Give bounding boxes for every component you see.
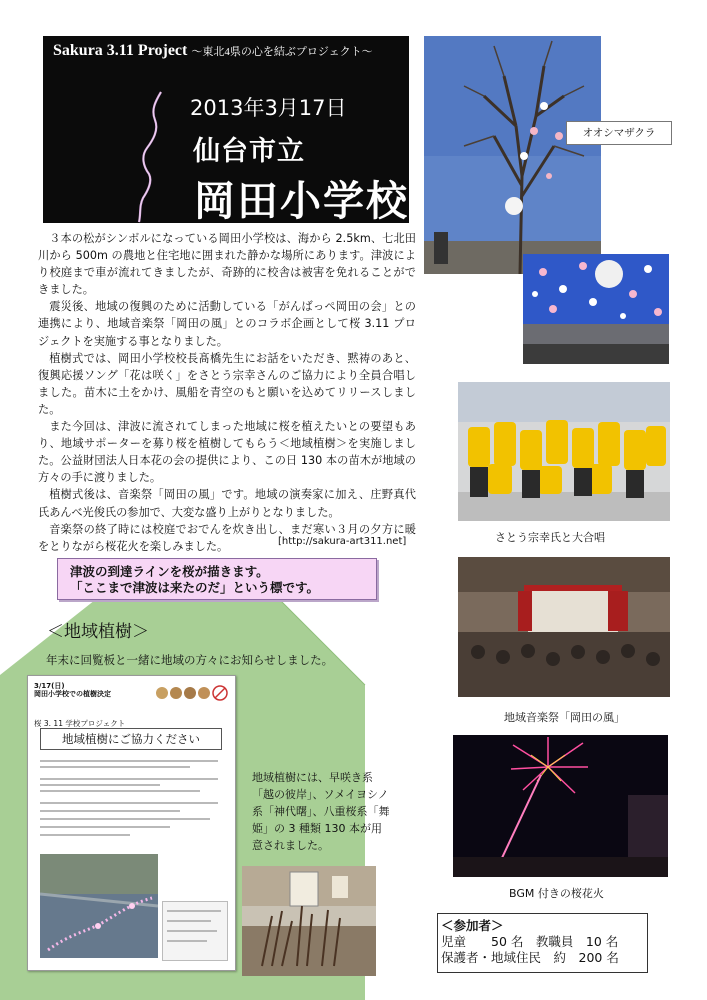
school-name: 岡田小学校 xyxy=(194,177,409,223)
flyer-text-line xyxy=(40,826,170,828)
flyer-image xyxy=(27,675,236,971)
seedlings-photo xyxy=(242,866,376,976)
article-paragraph: 音楽祭の終了時には校庭でおでんを炊き出し、まだ寒い３月の夕方に暖をとりながら桜花火を楽しみました。 xyxy=(38,522,416,553)
title-banner xyxy=(43,36,409,223)
participants-box xyxy=(437,913,648,973)
oshima-label: オオシマザクラ xyxy=(566,121,672,145)
fireworks-graphic xyxy=(453,735,668,877)
tsunami-note-line: 「ここまで津波は来たのだ」という標です。 xyxy=(70,580,320,595)
tree-balloons-graphic xyxy=(424,36,601,274)
balloon-release-photo xyxy=(523,254,669,364)
tsunami-note-line: 津波の到達ラインを桜が描きます。 xyxy=(70,564,269,579)
flyer-logo xyxy=(154,682,230,704)
flyer-text-line xyxy=(40,784,160,786)
flyer-date-line: 3/17(日) xyxy=(34,682,65,690)
article-paragraph: ３本の松がシンボルになっている岡田小学校は、海から 2.5km、七北田川から 500m の農地と住宅地に囲まれた静かな場所にあります。津波により校庭まで車が流れてきましたが、奇跡的に校舎は被害を免れることができました。 xyxy=(38,232,416,297)
festival-caption: 地域音楽祭「岡田の風」 xyxy=(504,711,625,724)
flyer-date xyxy=(34,682,111,698)
flyer-text-line xyxy=(40,834,130,836)
project-title: Sakura 3.11 Project ～東北4県の心を結ぶプロジェクト～ xyxy=(53,42,373,59)
flyer-text-line xyxy=(40,778,218,780)
city-name: 仙台市立 xyxy=(193,136,305,167)
flyer-text-line xyxy=(40,810,180,812)
balloons-graphic xyxy=(523,254,669,364)
chorus-photo xyxy=(458,382,670,521)
flyer-contact-box xyxy=(162,901,228,961)
festival-photo xyxy=(458,557,670,697)
varieties-text: 地域植樹には、早咲き系「越の彼岸」、ソメイヨシノ系「神代曙」、八重桜系「舞姫」の 3 種類 130 本が用意されました。 xyxy=(252,771,390,852)
notice-text: 年末に回覧板と一緒に地域の方々にお知らせしました。 xyxy=(46,653,334,667)
fireworks-photo xyxy=(453,735,668,877)
flyer-text-line xyxy=(167,910,221,912)
map-graphic xyxy=(40,854,158,958)
flyer-map xyxy=(40,854,158,958)
participants-heading: ＜参加者＞ xyxy=(441,918,504,933)
article-paragraph: また今回は、津波に流されてしまった地域に桜を植えたいとの要望もあり、地域サポーターを募り桜を植樹してもらう＜地域植樹＞を実施しました。公益財団法人日本花の会の提供により、この日 130 本の苗木が地域の方々の手に渡りました。 xyxy=(38,420,416,485)
oshima-sakura-photo xyxy=(424,36,601,274)
flyer-project-name: 桜 3. 11 学校プロジェクト xyxy=(34,719,126,728)
chorus-caption: さとう宗幸氏と大合唱 xyxy=(495,531,605,544)
article-paragraph: 植樹式後は、音楽祭「岡田の風」です。地域の演奏家に加え、庄野真代氏あんべ光俊氏の参加で、大変な盛り上がりとなりました。 xyxy=(38,488,416,519)
flyer-text-line xyxy=(167,920,211,922)
flyer-text-line xyxy=(40,760,218,762)
chorus-graphic xyxy=(458,382,670,521)
flyer-text-line xyxy=(40,802,218,804)
flyer-text-line xyxy=(40,818,210,820)
flyer-text-line xyxy=(167,930,217,932)
section-title: ＜地域植樹＞ xyxy=(47,622,149,642)
fireworks-caption: BGM 付きの桜花火 xyxy=(509,887,604,900)
flyer-headline: 地域植樹にご協力ください xyxy=(40,728,222,750)
participants-line: 児童 50 名 教職員 10 名 xyxy=(441,934,619,949)
flyer-text-line xyxy=(40,766,190,768)
article-body xyxy=(38,230,416,555)
event-date: 2013年3月17日 xyxy=(190,96,347,120)
project-subtitle: ～東北4県の心を結ぶプロジェクト～ xyxy=(191,46,373,58)
article-paragraph: 植樹式では、岡田小学校校長髙橋先生にお話をいただき、黙祷のあと、復興応援ソング「花は咲く」をさとう宗幸さんのご協力により全員合唱しました。苗木に土をかけ、風船を青空のもと願いを込めてリリースしました。 xyxy=(38,351,416,416)
source-url: [http://sakura-art311.net] xyxy=(278,536,407,547)
tsunami-line-note xyxy=(57,558,377,600)
flyer-text-line xyxy=(167,940,207,942)
participants-line: 保護者・地域住民 約 200 名 xyxy=(441,950,619,965)
festival-graphic xyxy=(458,557,670,697)
flyer-text-line xyxy=(40,790,200,792)
article-paragraph: 震災後、地域の復興のために活動している「がんばっぺ岡田の会」との連携により、地域音楽祭「岡田の風」とのコラボ企画として桜 3.11 プロジェクトを実施する事となりました。 xyxy=(38,300,416,348)
seedlings-graphic xyxy=(242,866,376,976)
flyer-date-line: 岡田小学校での植樹決定 xyxy=(34,690,111,698)
